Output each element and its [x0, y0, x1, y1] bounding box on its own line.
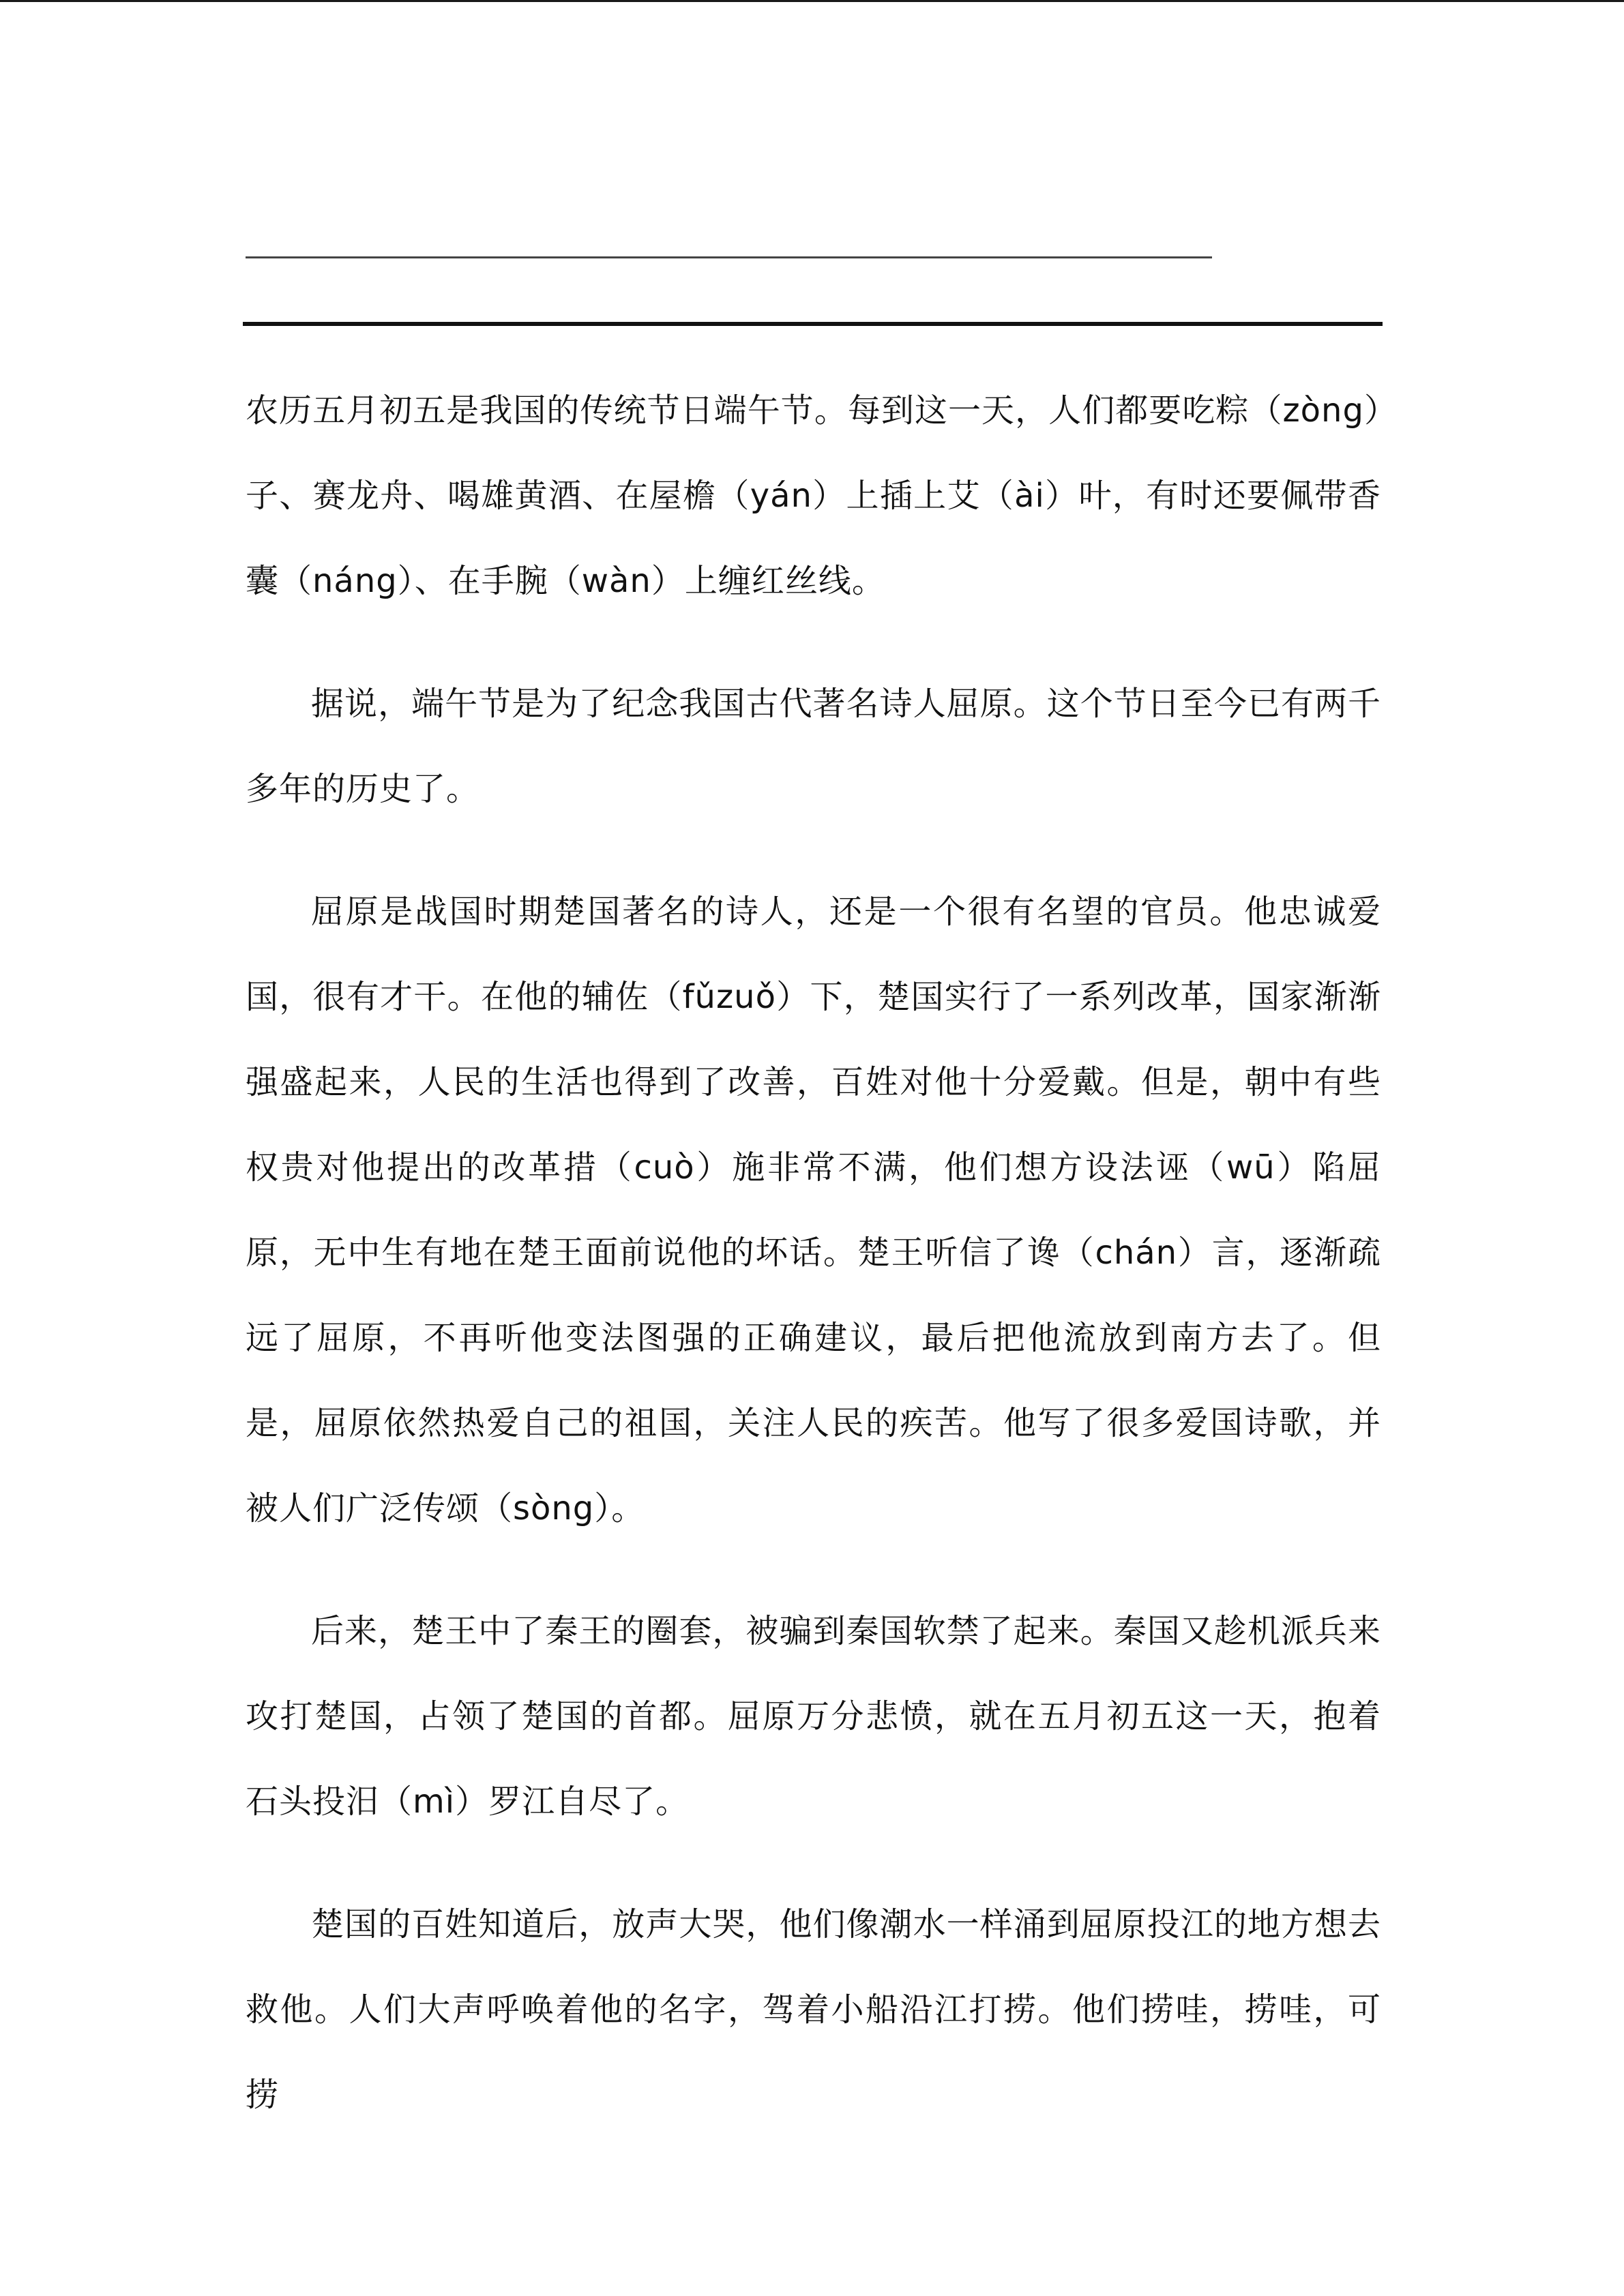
document-body: [246, 368, 1381, 2138]
paragraph-1: 农历五月初五是我国的传统节日端午节。每到这一天，人们都要吃粽（zòng）子、赛龙舟、喝雄黄酒、在屋檐（yán）上插上艾（ài）叶，有时还要佩带香囊（náng）、在手腕（wàn）上缠红丝线。: [246, 391, 1381, 600]
paragraph-4: 后来，楚王中了秦王的圈套，被骗到秦国软禁了起来。秦国又趁机派兵来攻打楚国，占领了楚国的首都。屈原万分悲愤，就在五月初五这一天，抱着石头投汨（mì）罗江自尽了。: [246, 1612, 1381, 1821]
header-rule-thin: [246, 256, 1212, 258]
paragraph-3: 屈原是战国时期楚国著名的诗人，还是一个很有名望的官员。他忠诚爱国，很有才干。在他的辅佐（fǔzuǒ）下，楚国实行了一系列改革，国家渐渐强盛起来，人民的生活也得到了改善，百姓对他十分爱戴。但是，朝中有些权贵对他提出的改革措（cuò）施非常不满，他们想方设法诬（wū）陷屈原，无中生有地在楚王面前说他的坏话。楚王听信了谗（chán）言，逐渐疏远了屈原，不再听他变法图强的正确建议，最后把他流放到南方去了。但是，屈原依然热爱自己的祖国，关注人民的疾苦。他写了很多爱国诗歌，并被人们广泛传颂（sòng）。: [246, 893, 1381, 1527]
header-rule-thick: [243, 322, 1383, 326]
page-top-border: [0, 0, 1624, 2]
paragraph-2: 据说，端午节是为了纪念我国古代著名诗人屈原。这个节日至今已有两千多年的历史了。: [246, 685, 1381, 808]
paragraph-5: 楚国的百姓知道后，放声大哭，他们像潮水一样涌到屈原投江的地方想去救他。人们大声呼唤着他的名字，驾着小船沿江打捞。他们捞哇，捞哇，可捞: [246, 1905, 1381, 2114]
